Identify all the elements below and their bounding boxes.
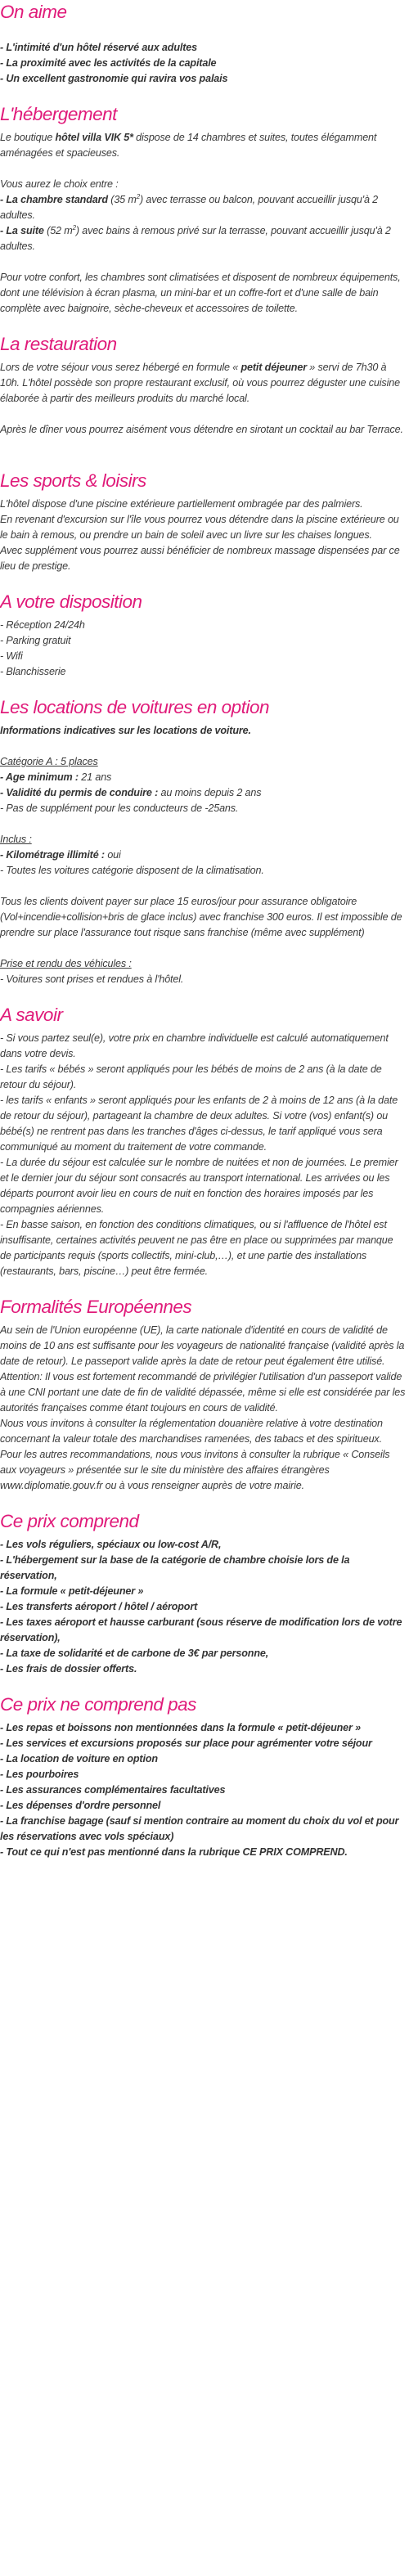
choice-text: Vous aurez le choix entre :	[0, 178, 119, 190]
insurance-paragraph: Tous les clients doivent payer sur place 15 euros/jour pour assurance obligatoire (Vol+incendie+collision+bris de glace inclus) avec franchise 300 euros. Il est impossible de prendre sur place l'assurance tout risque sans franchise (même avec supplément)	[0, 896, 402, 938]
section-locations	[0, 695, 409, 987]
comfort-paragraph: Pour votre confort, les chambres sont climatisées et disposent de nombreux équipements, dont une télévision à écran plasma, un mini-bar et un coffre-fort et d'une salle de bain complète avec baignoire, sèche-cheveux et accessoires de toilette.	[0, 272, 401, 314]
section-title: L'hébergement	[0, 104, 117, 124]
formalites-paragraph: Pour les autres recommandations, nous vous invitons à consulter la rubrique « Conseils aux voyageurs » présentée sur le site du ministère des affaires étrangères www.diplomatie.gouv.fr ou à vous renseigner auprès de votre mairie.	[0, 1449, 390, 1491]
list-item: - Les transferts aéroport / hôtel / aéroport	[0, 1601, 198, 1612]
savoir-paragraph: - Les tarifs « bébés » seront appliqués pour les bébés de moins de 2 ans (à la date de retour du séjour).	[0, 1063, 382, 1090]
section-title: Ce prix ne comprend pas	[0, 1694, 196, 1715]
list-item: - Les vols réguliers, spéciaux ou low-cost A/R,	[0, 1539, 222, 1550]
age-minimum: - Age minimum : 21 ans	[0, 771, 112, 783]
list-item: - Un excellent gastronomie qui ravira vos palais	[0, 73, 228, 84]
formalites-paragraph: Attention: Il vous est fortement recommandé de privilégier l'utilisation d'un passeport valide à une CNI portant une date de fin de validité dépassée, même si elle est considérée par les autorités françaises comme étant toujours en cours de validité.	[0, 1371, 406, 1414]
no-supplement: - Pas de supplément pour les conducteurs de -25ans.	[0, 802, 239, 814]
permis-validity: - Validité du permis de conduire : au moins depuis 2 ans	[0, 787, 262, 798]
list-item: - Les dépenses d'ordre personnel	[0, 1800, 161, 1811]
savoir-paragraph: - Si vous partez seul(e), votre prix en chambre individuelle est calculé automatiquement dans votre devis.	[0, 1032, 389, 1059]
list-item: - Parking gratuit	[0, 635, 71, 646]
locations-subtitle: Informations indicatives sur les locations de voiture.	[0, 725, 251, 736]
sports-paragraph: L'hôtel dispose d'une piscine extérieure partiellement ombragée par des palmiers.	[0, 498, 363, 510]
list-item: - La formule « petit-déjeuner »	[0, 1585, 144, 1597]
bar-paragraph: Après le dîner vous pourrez aisément vous détendre en sirotant un cocktail au bar Terrace.	[0, 424, 403, 435]
room-standard: - La chambre standard (35 $m^2$) avec terrasse ou balcon, pouvant accueillir jusqu'à 2 adultes.	[0, 192, 379, 221]
section-title: Formalités Européennes	[0, 1297, 192, 1317]
list-item: - La proximité avec les activités de la capitale	[0, 57, 217, 69]
kilometrage: - Kilométrage illimité : oui	[0, 849, 121, 861]
intro-paragraph: Le boutique hôtel villa VIK 5* dispose de 14 chambres et suites, toutes élégamment aménagées et spacieuses.	[0, 132, 377, 159]
section-prix-ne-comprend-pas	[0, 1693, 409, 1860]
section-title: On aime	[0, 2, 67, 22]
climatisation: - Toutes les voitures catégorie disposent de la climatisation.	[0, 865, 264, 876]
savoir-paragraph: - La durée du séjour est calculée sur le nombre de nuitées et non de journées. Le premier et le dernier jour du séjour sont consacrés au transport international. Les arrivées ou les départs pourront avoir lieu en cours de nuit en fonction des horaires imposés par les compagnies aériennes.	[0, 1157, 398, 1215]
section-prix-comprend	[0, 1509, 409, 1677]
section-disposition	[0, 590, 409, 680]
section-title: Les locations de voitures en option	[0, 697, 269, 717]
section-a-savoir	[0, 1003, 409, 1279]
inclus-label: Inclus :	[0, 834, 32, 845]
section-title: Ce prix comprend	[0, 1511, 139, 1531]
section-on-aime	[0, 0, 409, 87]
section-title: Les sports & loisirs	[0, 470, 146, 491]
savoir-paragraph: - les tarifs « enfants » seront appliqués pour les enfants de 2 à moins de 12 ans (à la date de retour du séjour), partageant la chambre de deux adultes. Si votre (vos) enfant(s) ou bébé(s) ne rentrent pas dans les tranches d'âges ci-dessus, le tarif appliqué vous sera communiqué au moment du traitement de votre commande.	[0, 1095, 398, 1153]
formalites-paragraph: Au sein de l'Union européenne (UE), la carte nationale d'identité en cours de validité de moins de 10 ans est suffisante pour les voyageurs de nationalité française (validité après la date de retour). Le passeport valide après la date de retour peut également être utilisé.	[0, 1324, 405, 1367]
prise-text: - Voitures sont prises et rendues à l'hôtel.	[0, 973, 184, 985]
formalites-paragraph: Nous vous invitons à consulter la réglementation douanière relative à votre destination concernant la valeur totale des marchandises ramenées, des tabacs et des spiritueux.	[0, 1418, 383, 1445]
list-item: - Blanchisserie	[0, 666, 66, 677]
list-item: - Les assurances complémentaires facultatives	[0, 1784, 226, 1796]
section-title: La restauration	[0, 334, 117, 354]
sports-paragraph: En revenant d'excursion sur l'île vous pourrez vous détendre dans la piscine extérieure ou le bain à remous, ou prendre un bain de soleil avec un livre sur les chaises longues.	[0, 514, 399, 541]
section-formalites	[0, 1295, 409, 1494]
list-item: - Tout ce qui n'est pas mentionné dans la rubrique CE PRIX COMPREND.	[0, 1846, 348, 1858]
list-item: - Les frais de dossier offerts.	[0, 1663, 137, 1675]
sports-paragraph: Avec supplément vous pourrez aussi bénéficier de nombreux massage dispensées par ce lieu de prestige.	[0, 545, 400, 572]
prise-label: Prise et rendu des véhicules :	[0, 958, 132, 969]
savoir-paragraph: - En basse saison, en fonction des conditions climatiques, ou si l'affluence de l'hôtel est insuffisante, certaines activités peuvent ne pas être en place ou supprimées par manque de participants requis (sports collectifs, mini-club,…), et une partie des installations (restaurants, bars, piscine…) peut être fermée.	[0, 1219, 393, 1277]
restauration-paragraph: Lors de votre séjour vous serez hébergé en formule « petit déjeuner » servi de 7h30 à 10h. L'hôtel possède son propre restaurant exclusif, où vous pourrez déguster une cuisine élaborée à partir des meilleurs produits du marché local.	[0, 362, 400, 404]
list-item: - La taxe de solidarité et de carbone de 3€ par personne,	[0, 1648, 269, 1659]
section-hebergement	[0, 102, 409, 317]
list-item: - Les services et excursions proposés sur place pour agrémenter votre séjour	[0, 1738, 372, 1749]
list-item: - Les pourboires	[0, 1769, 79, 1780]
section-restauration	[0, 332, 409, 438]
list-item: - Les taxes aéroport et hausse carburant (sous réserve de modification lors de votre réservation),	[0, 1616, 402, 1643]
section-title: A votre disposition	[0, 591, 142, 612]
list-item: - Wifi	[0, 650, 23, 662]
room-suite: - La suite (52 $m^2$) avec bains à remous privé sur la terrasse, pouvant accueillir jusqu'à 2 adultes.	[0, 223, 391, 252]
list-item: - La location de voiture en option	[0, 1753, 158, 1765]
list-item: - La franchise bagage (sauf si mention contraire au moment du choix du vol et pour les réservations avec vols spéciaux)	[0, 1815, 399, 1842]
section-sports	[0, 469, 409, 574]
list-item: - L'intimité d'un hôtel réservé aux adultes	[0, 42, 197, 53]
list-item: - L'hébergement sur la base de la catégorie de chambre choisie lors de la réservation,	[0, 1554, 350, 1581]
category-label: Catégorie A : 5 places	[0, 756, 98, 767]
list-item: - Réception 24/24h	[0, 619, 85, 631]
section-title: A savoir	[0, 1005, 63, 1025]
list-item: - Les repas et boissons non mentionnées dans la formule « petit-déjeuner »	[0, 1722, 361, 1733]
